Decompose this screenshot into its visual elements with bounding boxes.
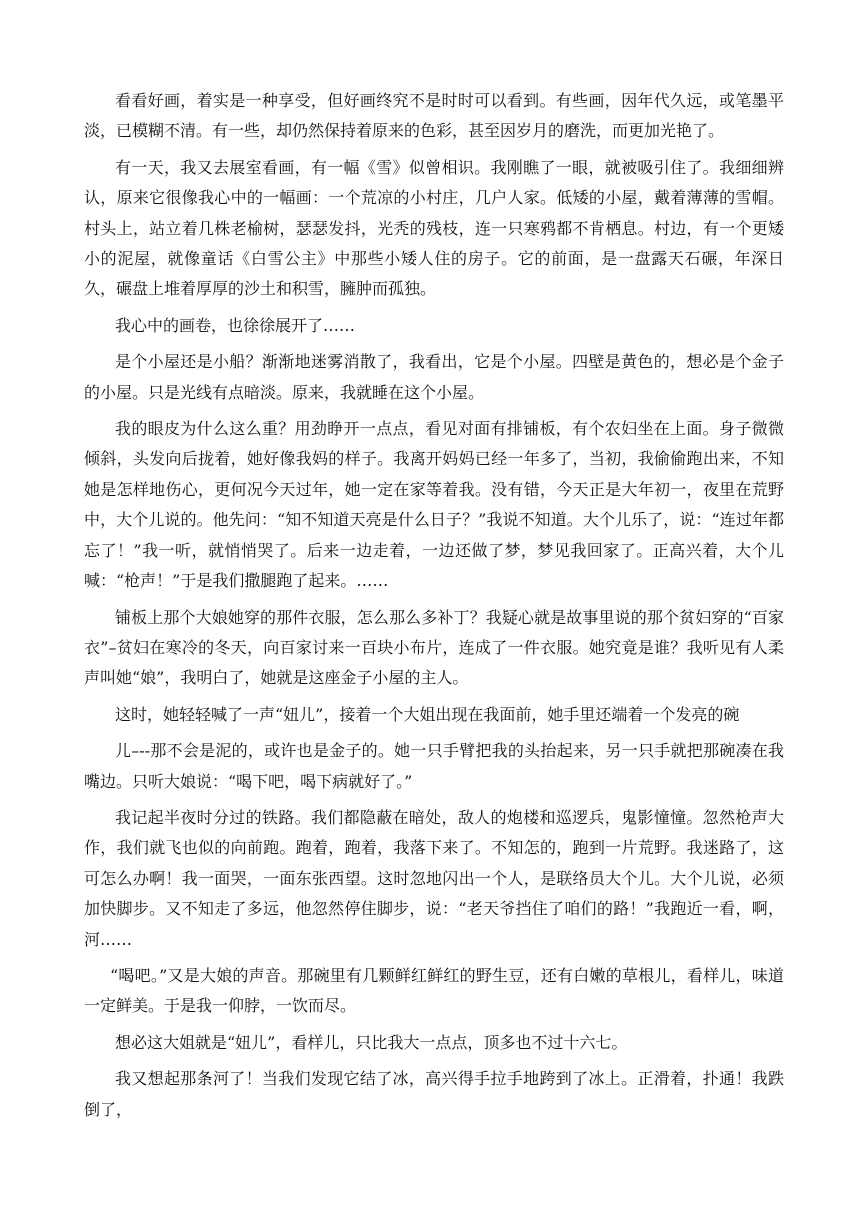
paragraph-1: 看看好画，着实是一种享受，但好画终究不是时时可以看到。有些画，因年代久远，或笔墨平淡，已模糊不清。有一些，却仍然保持着原来的色彩，甚至因岁月的磨洗，而更加光艳了。 (84, 91, 784, 141)
paragraph-9: 我记起半夜时分过的铁路。我们都隐蔽在暗处，敌人的炮楼和巡逻兵，鬼影憧憧。忽然枪声大作，我们就飞也似的向前跑。跑着，跑着，我落下来了。不知怎的，跑到一片荒野。我迷路了，这可怎么办啊！我一面哭，一面东张西望。这时忽地闪出一个人，是联络员大个儿。大个儿说，必须加快脚步。又不知走了多远，他忽然停住脚步，说：“老天爷挡住了咱们的路！”我跑近一看，啊，河…… (84, 807, 784, 949)
paragraph-2: 有一天，我又去展室看画，有一幅《雪》似曾相识。我刚瞧了一眼，就被吸引住了。我细细辨认，原来它很像我心中的一幅画：一个荒凉的小村庄，几户人家。低矮的小屋，戴着薄薄的雪帽。村头上，站立着几株老榆树，瑟瑟发抖，光秃的残枝，连一只寒鸦都不肯栖息。村边，有一个更矮小的泥屋，就像童话《白雪公主》中那些小矮人住的房子。它的前面，是一盘露天石碾，年深日久，碾盘上堆着厚厚的沙土和积雪，臃肿而孤独。 (84, 157, 784, 299)
paragraph-11: 想必这大姐就是“妞儿”，看样儿，只比我大一点点，顶多也不过十六七。 (115, 1032, 628, 1052)
document-page (84, 86, 784, 1131)
paragraph-3: 我心中的画卷，也徐徐展开了…… (115, 315, 356, 335)
paragraph-6: 铺板上那个大娘她穿的那件衣服，怎么那么多补丁？我疑心就是故事里说的那个贫妇穿的“百家衣”–贫妇在寒冷的冬天，向百家讨来一百块小布片，连成了一件衣服。她究竟是谁？我听见有人柔声叫她“娘”，我明白了，她就是这座金子小屋的主人。 (84, 607, 784, 688)
paragraph-7: 这时，她轻轻喊了一声“妞儿”，接着一个大姐出现在我面前，她手里还端着一个发亮的碗 (115, 704, 740, 724)
paragraph-8: 儿–--那不会是泥的，或许也是金子的。她一只手臂把我的头抬起来，另一只手就把那碗凑在我嘴边。只听大娘说：“喝下吧，喝下病就好了。” (84, 741, 784, 791)
paragraph-4: 是个小屋还是小船？渐渐地迷雾消散了，我看出，它是个小屋。四壁是黄色的，想必是个金子的小屋。只是光线有点暗淡。原来，我就睡在这个小屋。 (84, 352, 784, 402)
paragraph-10: “喝吧。”又是大娘的声音。那碗里有几颗鲜红鲜红的野生豆，还有白嫩的草根儿，看样儿，味道一定鲜美。于是我一仰脖，一饮而尽。 (84, 965, 784, 1016)
paragraph-5: 我的眼皮为什么这么重？用劲睁开一点点，看见对面有排铺板，有个农妇坐在上面。身子微微倾斜，头发向后拢着，她好像我妈的样子。我离开妈妈已经一年多了，当初，我偷偷跑出来，不知她是怎样地伤心，更何况今天过年，她一定在家等着我。没有错，今天正是大年初一，夜里在荒野中，大个儿说的。他先问：“知不知道天亮是什么日子？”我说不知道。大个儿乐了，说：“连过年都忘了！”我一听，就悄悄哭了。后来一边走着，一边还做了梦，梦见我回家了。正高兴着，大个儿喊：“枪声！”于是我们撒腿跑了起来。…… (84, 419, 784, 591)
paragraph-12: 我又想起那条河了！当我们发现它结了冰，高兴得手拉手地跨到了冰上。正滑着，扑通！我跌倒了， (84, 1069, 784, 1119)
